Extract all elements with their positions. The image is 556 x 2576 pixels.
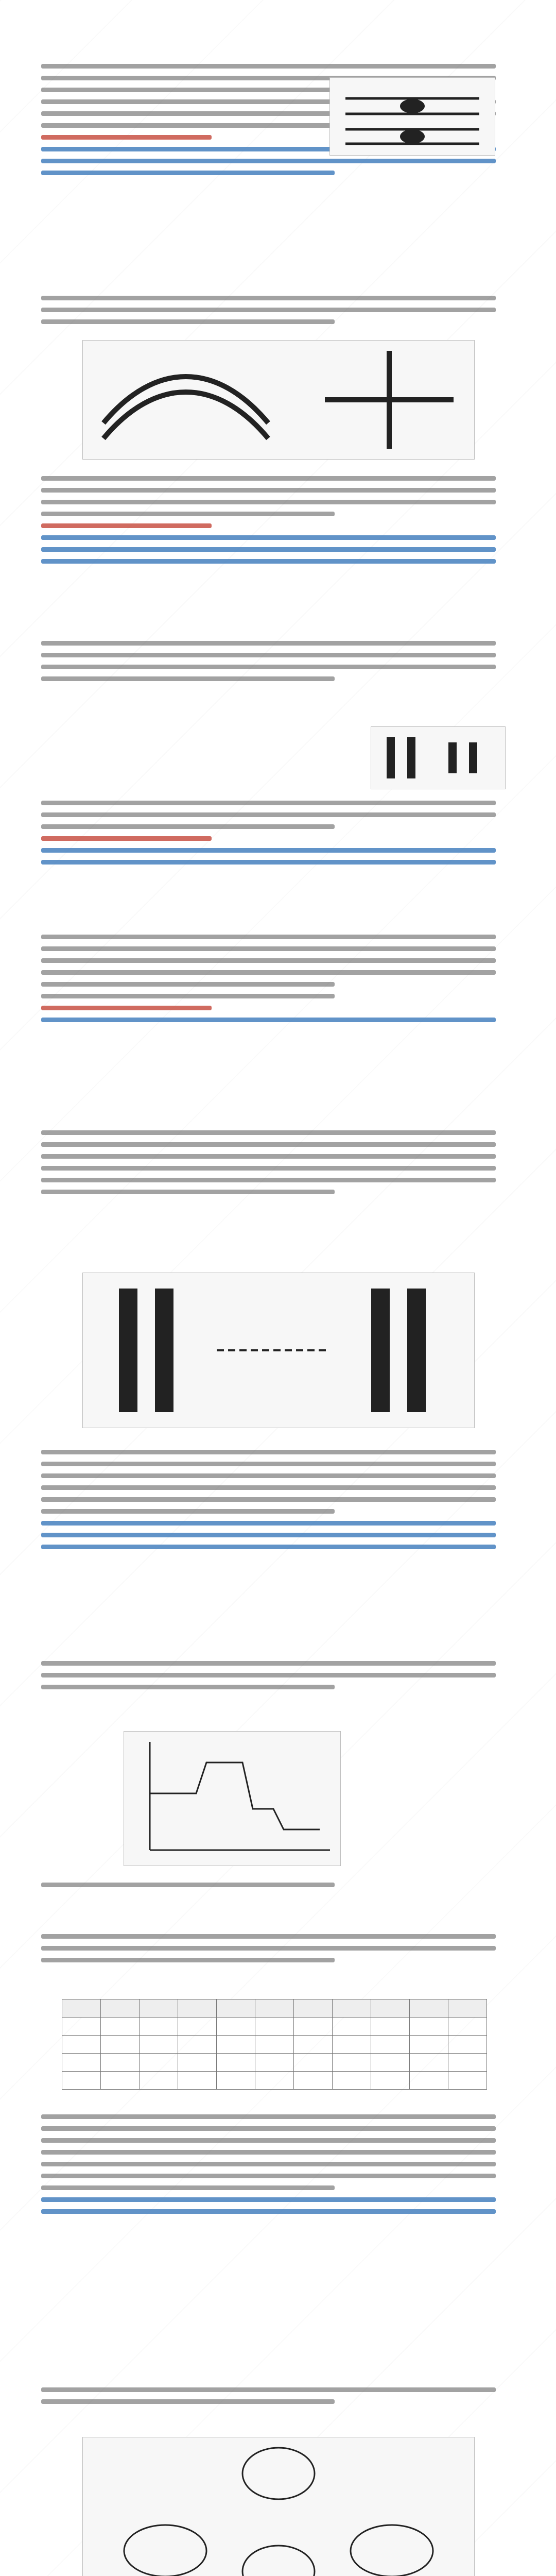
explanation-4 <box>41 1018 496 1022</box>
question-8 <box>41 2380 515 2411</box>
answer-4 <box>41 1006 212 1010</box>
question-5-parts <box>41 1443 515 1556</box>
pairing-diagram-2 <box>82 340 475 460</box>
explanation-2 <box>41 535 496 540</box>
crossover-diagram-5 <box>82 1273 475 1428</box>
answer-7 <box>41 2197 496 2202</box>
question-3 <box>41 634 515 688</box>
question-7-parts <box>41 2107 515 2221</box>
question-7 <box>41 1927 515 1970</box>
question-6-answer <box>41 1875 515 1894</box>
cell-division-diagram-8 <box>82 2437 475 2576</box>
answer-1 <box>41 135 212 140</box>
question-6 <box>41 1654 515 1697</box>
translocation-diagram-3 <box>371 726 506 789</box>
question-2 <box>41 289 515 331</box>
answer-3 <box>41 836 212 841</box>
line-graph-6 <box>124 1731 341 1866</box>
question-3-options <box>41 793 515 872</box>
chromosome-diagram-1 <box>329 77 495 156</box>
data-table-7 <box>62 1999 487 2090</box>
answer-5 <box>41 1521 496 1526</box>
answer-2 <box>41 523 212 528</box>
explanation-3 <box>41 848 496 853</box>
question-5 <box>41 1123 515 1201</box>
question-4 <box>41 927 515 1029</box>
question-2-options <box>41 469 515 571</box>
